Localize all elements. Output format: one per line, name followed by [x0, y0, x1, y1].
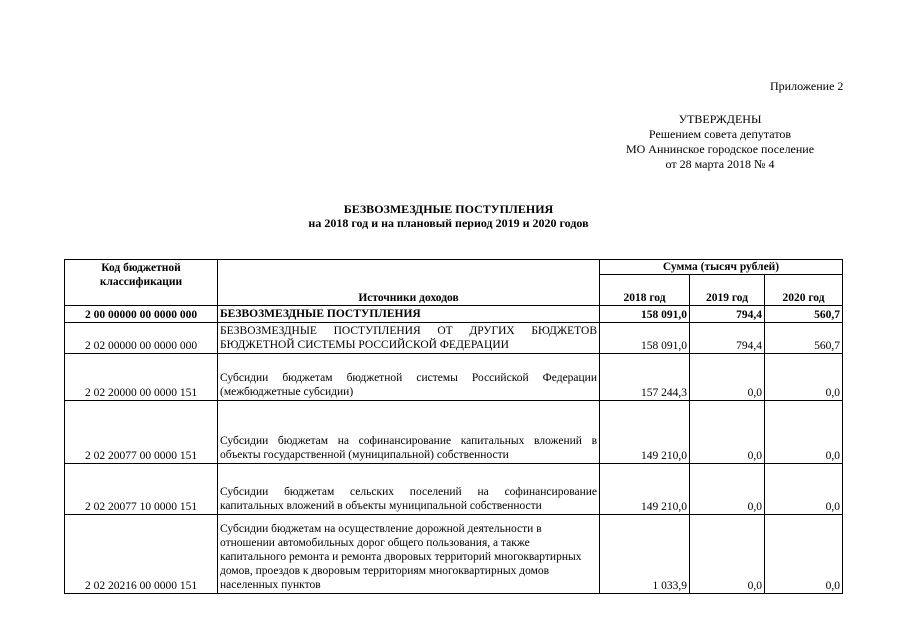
header-sum: Сумма (тысяч рублей) [600, 260, 843, 275]
approval-block [600, 112, 840, 172]
row-2020: 0,0 [765, 401, 843, 464]
table-row [65, 515, 843, 594]
row-source: Субсидии бюджетам на софинансирование капитальных вложений в объекты государственной (муниципальной) собственности [218, 401, 600, 464]
row-2020: 560,7 [765, 323, 843, 354]
header-2018: 2018 год [600, 275, 690, 306]
row-source: Субсидии бюджетам на осуществление дорожной деятельности в отношении автомобильных дорог общего пользования, а также капитального ремонта и ремонта дворовых территорий многоквартирных домов, проездов к дворовым территориям многоквартирных домов населенных пунктов [218, 515, 600, 594]
approved-label: УТВЕРЖДЕНЫ [678, 112, 762, 126]
table-row [65, 306, 843, 323]
row-2019: 0,0 [690, 464, 765, 515]
row-source: БЕЗВОЗМЕЗДНЫЕ ПОСТУПЛЕНИЯ ОТ ДРУГИХ БЮДЖЕТОВ БЮДЖЕТНОЙ СИСТЕМЫ РОССИЙСКОЙ ФЕДЕРАЦИИ [218, 323, 600, 354]
row-code: 2 02 20077 10 0000 151 [65, 464, 218, 515]
row-2020: 0,0 [765, 464, 843, 515]
decision-label: Решением совета депутатов [648, 127, 792, 141]
row-source: Субсидии бюджетам бюджетной системы Российской Федерации (межбюджетные субсидии) [218, 354, 600, 401]
row-2019: 794,4 [690, 323, 765, 354]
row-code: 2 02 20000 00 0000 151 [65, 354, 218, 401]
row-2019: 794,4 [690, 306, 765, 323]
document-title [0, 202, 897, 230]
row-code: 2 02 20077 00 0000 151 [65, 401, 218, 464]
row-2020: 0,0 [765, 515, 843, 594]
row-2018: 1 033,9 [600, 515, 690, 594]
row-2019: 0,0 [690, 354, 765, 401]
appendix-label: Приложение 2 [770, 79, 844, 93]
row-source: Субсидии бюджетам сельских поселений на софинансирование капитальных вложений в объекты муниципальной собственности [218, 464, 600, 515]
table-row [65, 323, 843, 354]
row-2020: 0,0 [765, 354, 843, 401]
header-source: Источники доходов [218, 260, 600, 306]
table-row [65, 401, 843, 464]
header-2020: 2020 год [765, 275, 843, 306]
header-2019: 2019 год [690, 275, 765, 306]
row-2018: 158 091,0 [600, 306, 690, 323]
row-code: 2 02 20216 00 0000 151 [65, 515, 218, 594]
header-row-1 [65, 260, 843, 275]
title-line-1: БЕЗВОЗМЕЗДНЫЕ ПОСТУПЛЕНИЯ [343, 202, 554, 216]
table-row [65, 354, 843, 401]
row-2018: 149 210,0 [600, 401, 690, 464]
row-2019: 0,0 [690, 401, 765, 464]
row-2020: 560,7 [765, 306, 843, 323]
revenue-table [64, 259, 843, 594]
row-2018: 158 091,0 [600, 323, 690, 354]
row-2018: 157 244,3 [600, 354, 690, 401]
row-2018: 149 210,0 [600, 464, 690, 515]
row-code: 2 00 00000 00 0000 000 [65, 306, 218, 323]
municipality-label: МО Аннинское городское поселение [625, 142, 815, 156]
row-source: БЕЗВОЗМЕЗДНЫЕ ПОСТУПЛЕНИЯ [218, 306, 600, 323]
title-line-2: на 2018 год и на плановый период 2019 и 2020 годов [308, 216, 589, 230]
row-code: 2 02 00000 00 0000 000 [65, 323, 218, 354]
table-row [65, 464, 843, 515]
header-code: Код бюджетной классификации [65, 260, 218, 306]
decision-date: от 28 марта 2018 № 4 [665, 157, 775, 171]
row-2019: 0,0 [690, 515, 765, 594]
